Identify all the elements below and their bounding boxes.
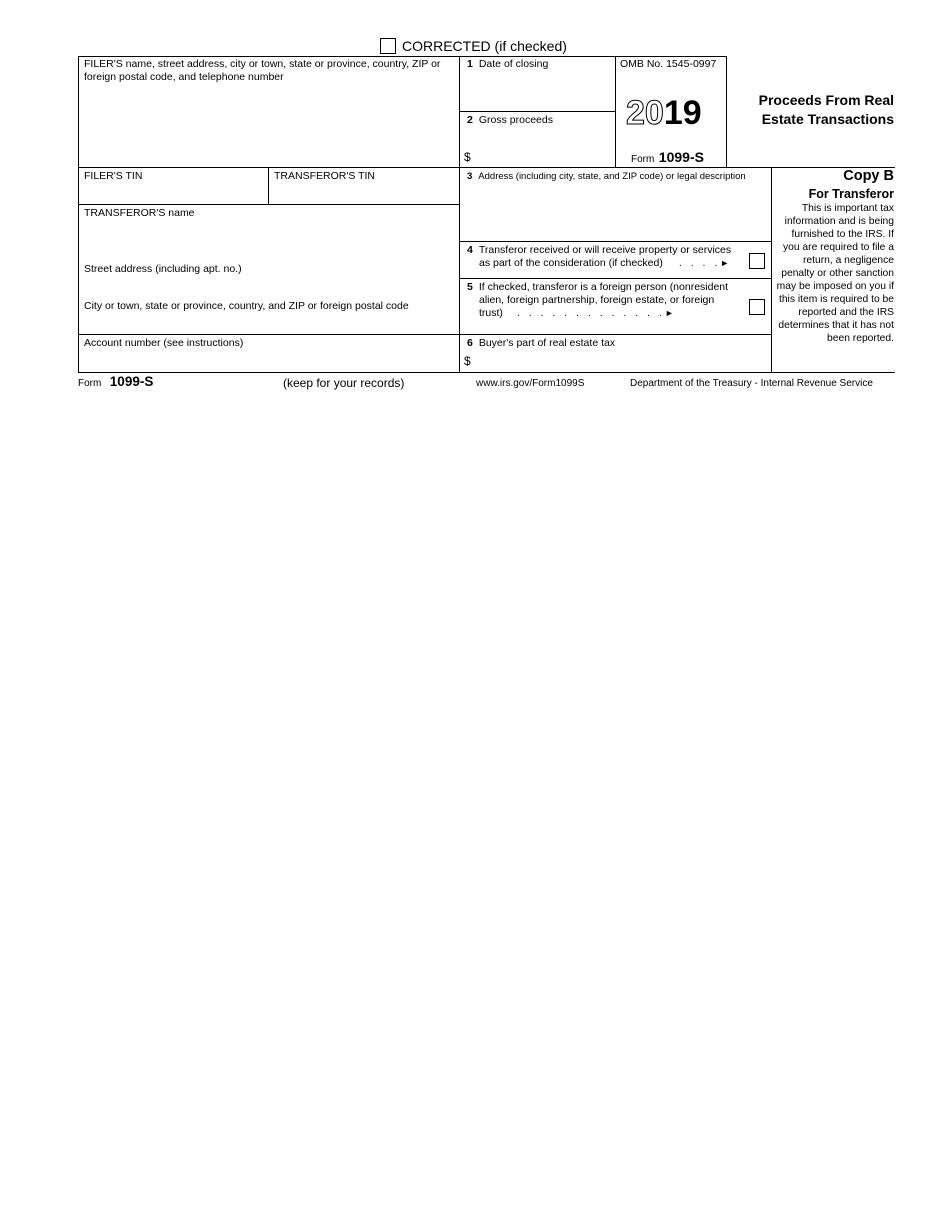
date-of-closing-input[interactable] — [467, 80, 607, 106]
transferor-name-label: TRANSFEROR'S name — [84, 207, 195, 219]
omb-form-id — [631, 149, 704, 167]
corrected-label: CORRECTED (if checked) — [402, 38, 567, 54]
box3-label: Address (including city, state, and ZIP code) or legal description — [478, 171, 746, 182]
omb-number: OMB No. 1545-0997 — [620, 58, 717, 70]
footer-url: www.irs.gov/Form1099S — [476, 378, 585, 389]
box2-label: Gross proceeds — [478, 114, 553, 126]
form-title-line2: Estate Transactions — [761, 111, 894, 127]
box5-line1: If checked, transferor is a foreign person (nonresident — [478, 281, 729, 293]
gross-proceeds-input[interactable] — [476, 148, 608, 164]
box1-number: 1 — [467, 58, 473, 70]
transferor-tin-label: TRANSFEROR'S TIN — [274, 170, 375, 182]
box4-checkbox[interactable] — [749, 253, 765, 269]
box1-label-wrap — [467, 58, 548, 71]
street-address-input[interactable] — [84, 278, 452, 296]
box6-number: 6 — [467, 337, 473, 349]
filer-label: FILER'S name, street address, city or town, state or province, country, ZIP or foreign postal code, and telephone number — [84, 58, 441, 83]
box5-line2: alien, foreign partnership, foreign estate, or foreign — [479, 294, 715, 306]
box5-line3-row — [467, 307, 747, 320]
box4-label-wrap — [467, 244, 747, 270]
street-address-label: Street address (including apt. no.) — [84, 263, 242, 275]
box5-line3: trust) — [479, 307, 503, 319]
box1-label: Date of closing — [478, 58, 549, 70]
footer-form-id — [78, 373, 153, 391]
account-number-input[interactable] — [84, 352, 452, 369]
tax-year-prefix: 20 — [626, 94, 664, 132]
corrected-checkbox[interactable] — [380, 38, 396, 54]
box5-line1-row — [467, 281, 747, 294]
box6-currency: $ — [464, 354, 471, 368]
box4-arrow: ► — [720, 258, 730, 268]
footer-form-name: 1099-S — [109, 374, 154, 389]
form-title — [728, 91, 894, 129]
box5-label-wrap — [467, 281, 747, 320]
box5-checkbox[interactable] — [749, 299, 765, 315]
box4-number: 4 — [467, 244, 473, 256]
address-legal-description-input[interactable] — [467, 188, 765, 236]
filer-tin-input[interactable] — [84, 184, 262, 201]
box3-number: 3 — [467, 171, 473, 182]
box4-line2-row — [467, 257, 747, 270]
box6-label-wrap — [467, 337, 615, 350]
copy-subtitle: For Transferor — [808, 187, 894, 201]
filer-name-address-input[interactable] — [84, 88, 452, 162]
box6-label: Buyer's part of real estate tax — [478, 337, 616, 349]
copy-title: Copy B — [843, 168, 894, 184]
account-number-label: Account number (see instructions) — [84, 337, 244, 349]
filer-tin-label: FILER'S TIN — [84, 170, 143, 182]
city-label: City or town, state or province, country, and ZIP or foreign postal code — [84, 300, 409, 312]
transferor-tin-input[interactable] — [274, 184, 452, 201]
footer-department: Department of the Treasury - Internal Revenue Service — [630, 378, 873, 389]
buyers-real-estate-tax-input[interactable] — [476, 352, 766, 369]
transferor-name-input[interactable] — [84, 224, 452, 256]
footer-keep-records: (keep for your records) — [283, 376, 405, 390]
copy-notice: This is important tax information and is being furnished to the IRS. If you are required to file a return, a negligence penalty or other sanction may be imposed on you if this item is required to be reported and the IRS determines that it has not been reported. — [776, 203, 894, 344]
box2-currency: $ — [464, 150, 471, 164]
box5-number: 5 — [467, 281, 473, 293]
box3-label-wrap — [467, 170, 769, 183]
box5-arrow: ► — [664, 308, 674, 318]
tax-year-suffix: 19 — [663, 94, 702, 132]
city-input[interactable] — [84, 314, 452, 331]
omb-form-name: 1099-S — [658, 149, 704, 165]
box4-line1-row — [467, 244, 747, 257]
box4-line2: as part of the consideration (if checked) — [479, 257, 663, 269]
footer-form-prefix: Form — [78, 378, 102, 389]
form-title-line1: Proceeds From Real — [758, 92, 894, 108]
box4-dots: . . . . — [678, 257, 721, 269]
box2-label-wrap — [467, 114, 553, 127]
box5-dots: . . . . . . . . . . . . . — [516, 307, 665, 319]
tax-year — [626, 94, 702, 132]
omb-form-prefix: Form — [631, 154, 655, 165]
box4-line1: Transferor received or will receive property or services — [478, 244, 732, 256]
box2-number: 2 — [467, 114, 473, 126]
